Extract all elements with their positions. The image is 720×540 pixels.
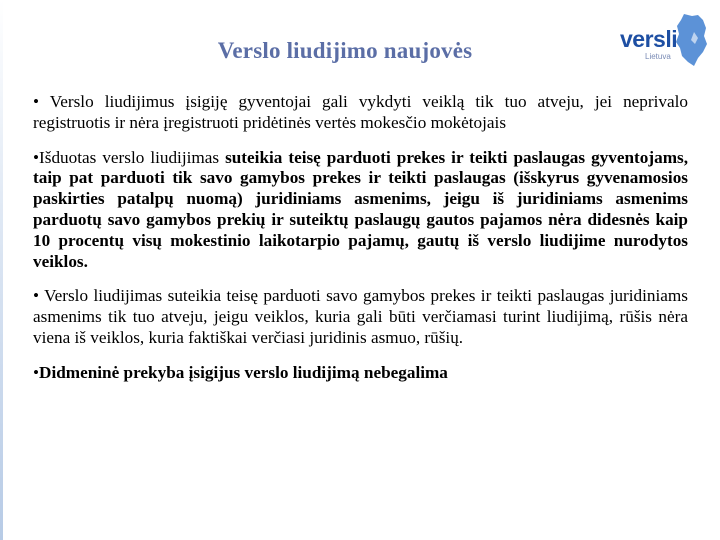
slide-left-edge: [0, 0, 3, 540]
bullet-list: [33, 92, 688, 398]
bullet-paragraph-1: [33, 92, 688, 134]
paragraph-bold-text: Didmeninė prekyba įsigijus verslo liudijimą nebegalima: [39, 362, 448, 382]
bullet-paragraph-4: [33, 363, 688, 384]
paragraph-text: Verslo liudijimus įsigiję gyventojai gali vykdyti veiklą tik tuo atveju, jei neprivalo registruotis ir nėra įregistruoti pridėtinės vertės mokesčio mokėtojais: [33, 92, 688, 132]
slide-title: Verslo liudijimo naujovės: [217, 38, 473, 63]
bullet-paragraph-3: [33, 286, 688, 348]
logo-sub-text: Lietuva: [645, 52, 671, 61]
logo-brand-text: versli: [620, 26, 678, 52]
paragraph-text: Verslo liudijimas suteikia teisę parduoti savo gamybos prekes ir teikti paslaugas juridiniams asmenims tik tuo atveju, jeigu veiklos, kuria gali būti verčiamasi turint liudijimą, rūšis nėra viena iš veiklos, kuria faktiškai verčiasi juridinis asmuo, rūšių.: [33, 286, 688, 347]
bullet-marker: •: [33, 362, 40, 382]
paragraph-bold-text: suteikia teisę parduoti prekes ir teikti paslaugas gyventojams, taip pat parduoti tik savo gamybos prekes ir teikti paslaugas (išskyrus gyvenamosios paskirties patalpų nuomą) juridiniams asmenims, jeigu iš juridiniams asmenims parduotų savo gamybos prekių ir suteiktų paslaugų gautos pajamos nėra didesnės kaip 10 procentų visų mokestinio laikotarpio pajamų, gautų iš verslo liudijime nurodytos veiklos.: [33, 147, 688, 271]
bullet-marker: •: [33, 92, 40, 111]
bullet-marker: •: [33, 147, 40, 167]
bullet-marker: •: [33, 286, 40, 306]
paragraph-text: Išduotas verslo liudijimas: [39, 147, 226, 167]
versli-lietuva-logo: [615, 12, 710, 68]
bullet-paragraph-2: [33, 148, 688, 273]
